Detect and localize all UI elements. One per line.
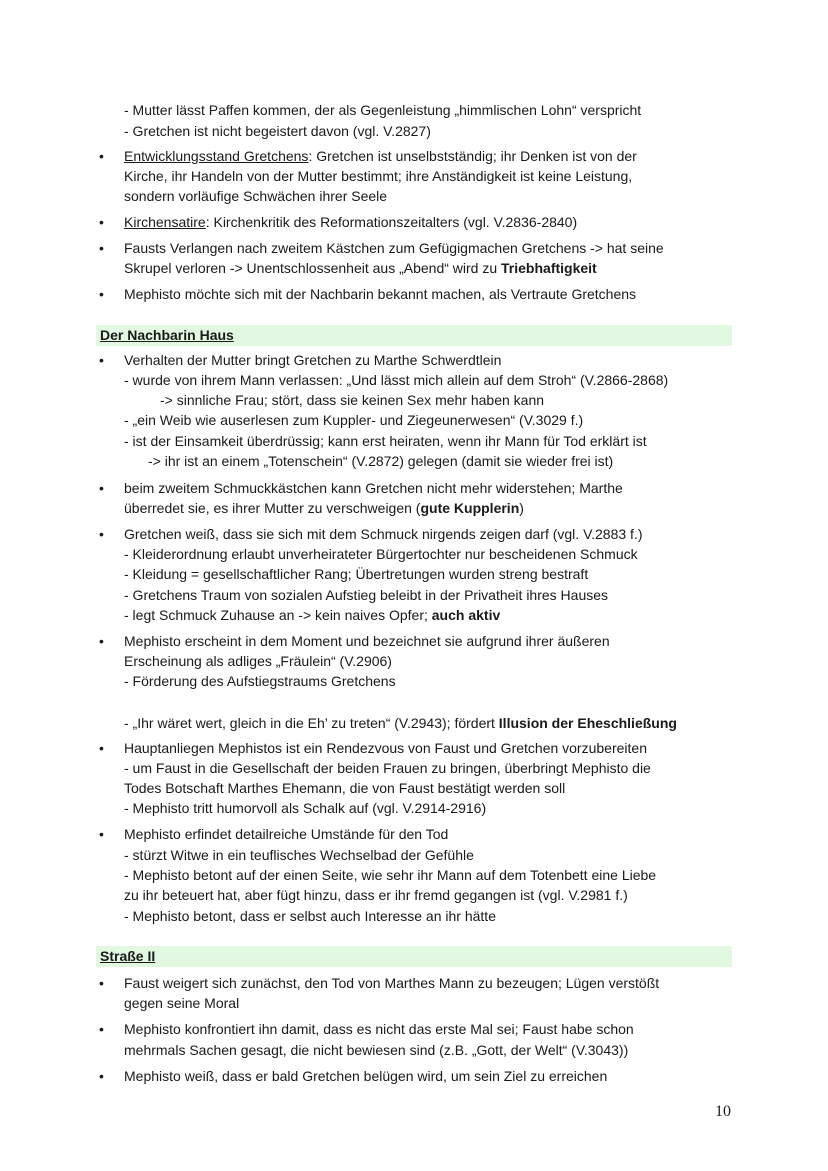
- text-line: Faust weigert sich zunächst, den Tod von Marthes Mann zu bezeugen; Lügen verstößt: [124, 975, 660, 991]
- text-line: gegen seine Moral: [124, 995, 240, 1011]
- text: - legt Schmuck Zuhause an -> kein naives Opfer;: [124, 607, 432, 623]
- text-line: Verhalten der Mutter bringt Gretchen zu Marthe Schwerdtlein: [124, 352, 502, 368]
- bullet-icon: •: [99, 148, 104, 164]
- text-line: Mephisto weiß, dass er bald Gretchen belügen wird, um sein Ziel zu erreichen: [124, 1068, 608, 1084]
- bullet-icon: •: [99, 826, 104, 842]
- text-line: - Mephisto tritt humorvoll als Schalk auf (vgl. V.2914-2916): [124, 800, 487, 816]
- text-line: mehrmals Sachen gesagt, die nicht bewiesen sind (z.B. „Gott, der Welt“ (V.3043)): [124, 1042, 629, 1058]
- text-line: Todes Botschaft Marthes Ehemann, die von Faust bestätigt werden soll: [124, 780, 566, 796]
- text-line: Kirche, ihr Handeln von der Mutter bestimmt; ihre Anständigkeit ist keine Leistung,: [124, 168, 633, 184]
- text-line: sondern vorläufige Schwächen ihrer Seele: [124, 188, 388, 204]
- bullet-icon: •: [99, 480, 104, 496]
- text: : Kirchenkritik des Reformationszeitalters (vgl. V.2836-2840): [205, 214, 578, 230]
- text-line: - wurde von ihrem Mann verlassen: „Und lässt mich allein auf dem Stroh“ (V.2866-2868): [124, 372, 669, 388]
- bullet-icon: •: [99, 526, 104, 542]
- page-number: 10: [715, 1103, 731, 1120]
- text-line: Gretchen weiß, dass sie sich mit dem Schmuck nirgends zeigen darf (vgl. V.2883 f.): [124, 526, 643, 542]
- bold-term: Illusion der Eheschließung: [498, 715, 677, 731]
- text-line: - stürzt Witwe in ein teuflisches Wechselbad der Gefühle: [124, 847, 474, 863]
- text: ): [519, 500, 524, 516]
- text-line: -> sinnliche Frau; stört, dass sie keinen Sex mehr haben kann: [160, 392, 545, 408]
- text-line: -> ihr ist an einem „Totenschein“ (V.2872) gelegen (damit sie wieder frei ist): [148, 453, 614, 469]
- text: - „Ihr wäret wert, gleich in die Eh’ zu treten“ (V.2943); fördert: [124, 715, 499, 731]
- text-line: [124, 713, 677, 733]
- term-kirchensatire: Kirchensatire: [124, 214, 206, 230]
- text-line: - Mephisto betont auf der einen Seite, wie sehr ihr Mann auf dem Totenbett eine Liebe: [124, 867, 657, 883]
- text-line: beim zweitem Schmuckkästchen kann Gretchen nicht mehr widerstehen; Marthe: [124, 480, 623, 496]
- text-line: - um Faust in die Gesellschaft der beiden Frauen zu bringen, überbringt Mephisto die: [124, 760, 651, 776]
- bullet-entwicklungsstand: [124, 146, 637, 166]
- text-line: [124, 258, 597, 278]
- text-line: - Förderung des Aufstiegstraums Gretchens: [124, 673, 396, 689]
- bullet-icon: •: [99, 1021, 104, 1037]
- text-line: Mephisto möchte sich mit der Nachbarin bekannt machen, als Vertraute Gretchens: [124, 286, 637, 302]
- bullet-icon: •: [99, 975, 104, 991]
- text-line: Mephisto erscheint in dem Moment und bezeichnet sie aufgrund ihrer äußeren: [124, 633, 610, 649]
- text-line: Erscheinung als adliges „Fräulein“ (V.2906): [124, 653, 392, 669]
- bullet-icon: •: [99, 1068, 104, 1084]
- bullet-icon: •: [99, 633, 104, 649]
- intro-line-1: - Mutter lässt Paffen kommen, der als Gegenleistung „himmlischen Lohn“ verspricht: [124, 102, 642, 118]
- text-line: Mephisto erfindet detailreiche Umstände für den Tod: [124, 826, 449, 842]
- text-line: Mephisto konfrontiert ihn damit, dass es nicht das erste Mal sei; Faust habe schon: [124, 1021, 634, 1037]
- text-line: - Mephisto betont, dass er selbst auch Interesse an ihr hätte: [124, 908, 496, 924]
- text: überredet sie, es ihrer Mutter zu verschweigen (: [124, 500, 421, 516]
- bullet-icon: •: [99, 740, 104, 756]
- text: Skrupel verloren -> Unentschlossenheit aus „Abend“ wird zu: [124, 260, 502, 276]
- text: : Gretchen ist unselbstständig; ihr Denken ist von der: [308, 148, 637, 164]
- term-entwicklungsstand: Entwicklungsstand Gretchens: [124, 148, 309, 164]
- bullet-icon: •: [99, 214, 104, 230]
- text-line: - Kleiderordnung erlaubt unverheirateter Bürgertochter nur bescheidenen Schmuck: [124, 546, 638, 562]
- section-title: Straße II: [100, 948, 156, 964]
- bullet-kirchensatire: [124, 212, 577, 232]
- text-line: Hauptanliegen Mephistos ist ein Rendezvous von Faust und Gretchen vorzubereiten: [124, 740, 647, 756]
- bold-term: auch aktiv: [431, 607, 501, 623]
- text-line: - Kleidung = gesellschaftlicher Rang; Übertretungen wurden streng bestraft: [124, 566, 589, 582]
- bold-term: Triebhaftigkeit: [501, 260, 597, 276]
- text-line: - ist der Einsamkeit überdrüssig; kann erst heiraten, wenn ihr Mann für Tod erklärt ist: [124, 433, 647, 449]
- bullet-icon: •: [99, 352, 104, 368]
- bullet-icon: •: [99, 286, 104, 302]
- text-line: [124, 498, 524, 518]
- bullet-icon: •: [99, 240, 104, 256]
- text-line: zu ihr beteuert hat, aber fügt hinzu, dass er ihr fremd gegangen ist (vgl. V.2981 f.): [124, 887, 628, 903]
- section-title: Der Nachbarin Haus: [100, 327, 234, 343]
- section-header-nachbarin-haus: [96, 325, 732, 346]
- text-line: Fausts Verlangen nach zweitem Kästchen zum Gefügigmachen Gretchens -> hat seine: [124, 240, 664, 256]
- text-line: [124, 605, 500, 625]
- text-line: - „ein Weib wie auserlesen zum Kuppler- und Ziegeunerwesen“ (V.3029 f.): [124, 412, 584, 428]
- bold-term: gute Kupplerin: [420, 500, 520, 516]
- intro-line-2: - Gretchen ist nicht begeistert davon (vgl. V.2827): [124, 123, 431, 139]
- text-line: - Gretchens Traum von sozialen Aufstieg beleibt in der Privatheit ihres Hauses: [124, 587, 609, 603]
- section-header-strasse-ii: [96, 946, 732, 967]
